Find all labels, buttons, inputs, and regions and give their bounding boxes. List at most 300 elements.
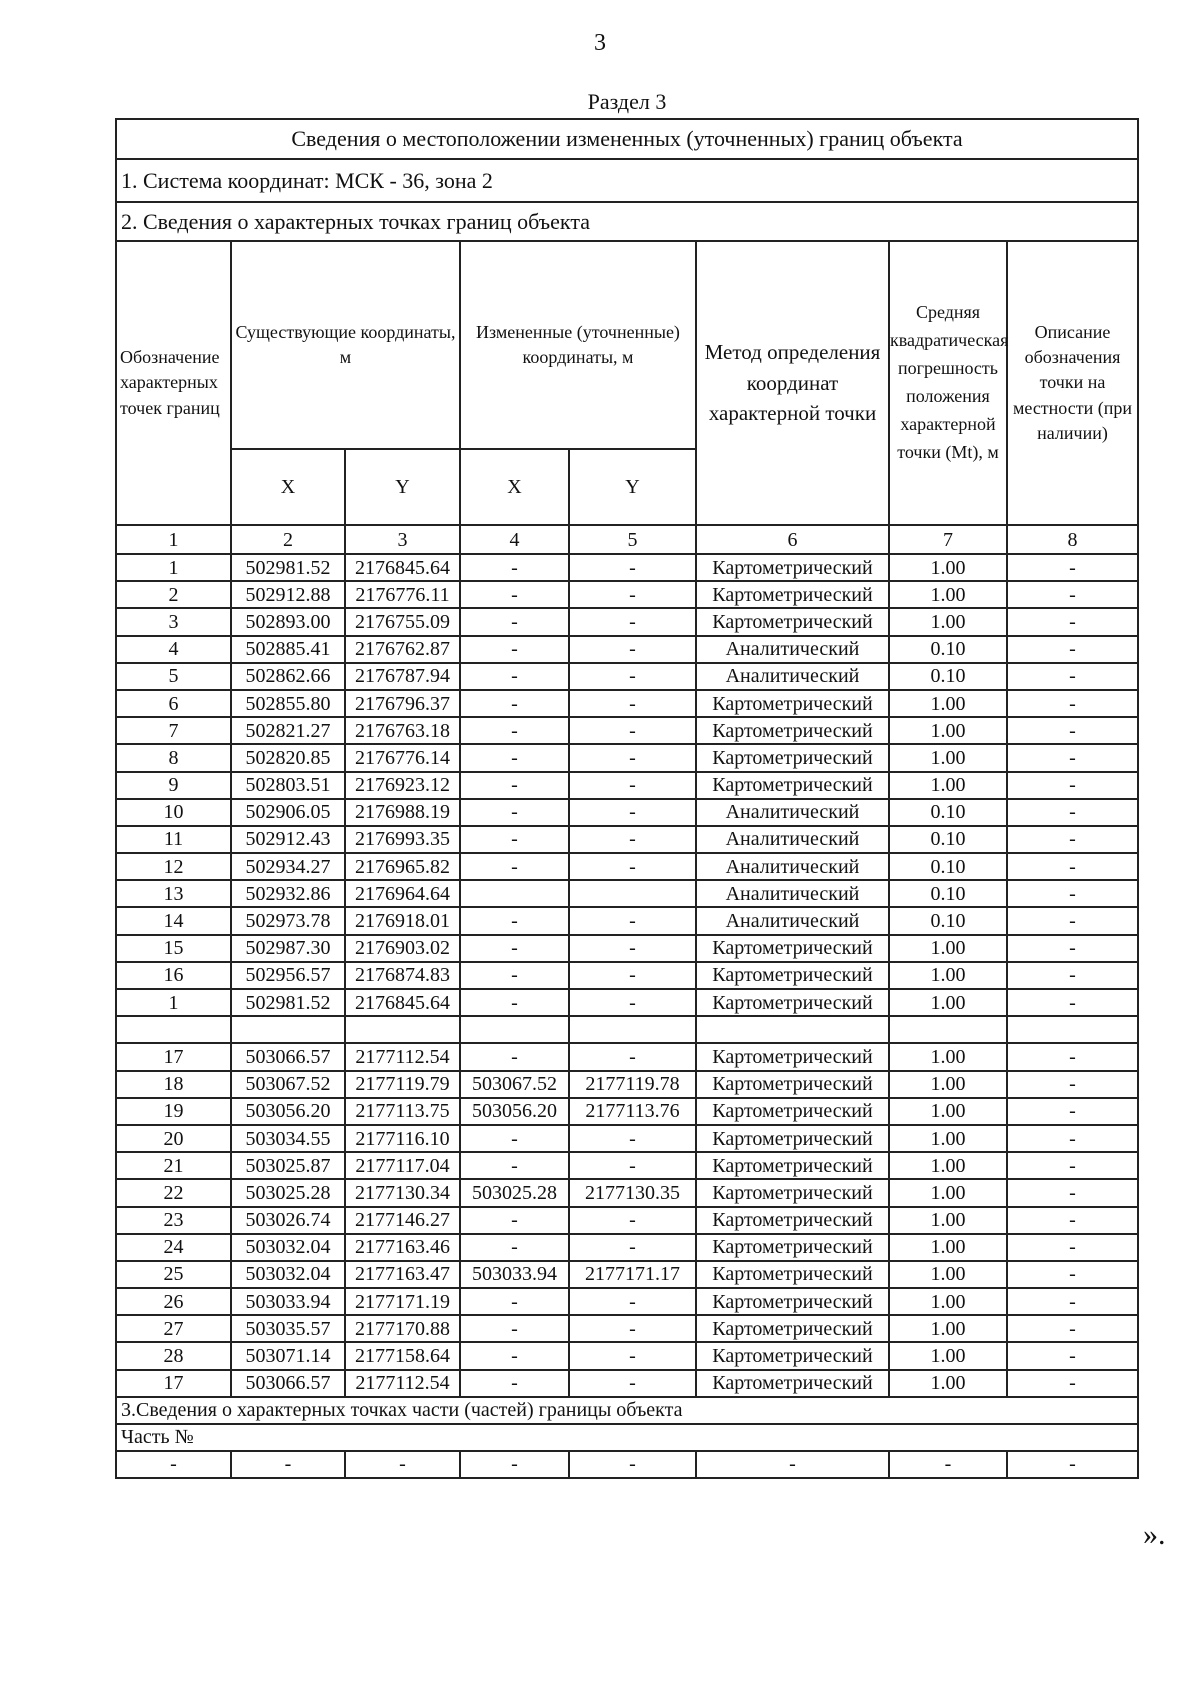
cell-point-id: 1 xyxy=(116,989,231,1016)
cell-description: - xyxy=(1007,717,1138,744)
cell-existing-x: 503034.55 xyxy=(231,1125,345,1152)
cell-changed-y: - xyxy=(569,1234,696,1261)
cell-point-id: 25 xyxy=(116,1261,231,1288)
cell-point-id: 6 xyxy=(116,690,231,717)
cell-error xyxy=(889,1016,1007,1043)
table-row xyxy=(116,581,1138,608)
cell-existing-x: 503026.74 xyxy=(231,1207,345,1234)
cell-error: 1.00 xyxy=(889,554,1007,581)
cell-method: Картометрический xyxy=(696,1315,889,1342)
cell-error: 1.00 xyxy=(889,1288,1007,1315)
cell-existing-x: 502912.88 xyxy=(231,581,345,608)
header-existing-x: X xyxy=(231,449,345,525)
cell-error: 1.00 xyxy=(889,1207,1007,1234)
cell-point-id: 4 xyxy=(116,636,231,663)
cell-method: Картометрический xyxy=(696,608,889,635)
cell-existing-y: 2176845.64 xyxy=(345,554,460,581)
cell-changed-x: - xyxy=(460,554,569,581)
cell-existing-x: 503033.94 xyxy=(231,1288,345,1315)
cell-point-id: 15 xyxy=(116,935,231,962)
table-title: Сведения о местоположении измененных (уточненных) границ объекта xyxy=(116,119,1138,159)
cell-changed-x: - xyxy=(460,989,569,1016)
cell-existing-x: 502855.80 xyxy=(231,690,345,717)
cell-point-id: 14 xyxy=(116,907,231,934)
cell-existing-y: 2176964.64 xyxy=(345,880,460,907)
cell-existing-x: 503035.57 xyxy=(231,1315,345,1342)
part-cell-changed-y: - xyxy=(569,1451,696,1478)
table-row xyxy=(116,1261,1138,1288)
points-heading: 2. Сведения о характерных точках границ объекта xyxy=(116,202,1138,241)
part-label: Часть № xyxy=(116,1424,1138,1451)
cell-method: Картометрический xyxy=(696,1125,889,1152)
cell-changed-y: - xyxy=(569,962,696,989)
cell-error: 0.10 xyxy=(889,799,1007,826)
cell-existing-x: 502906.05 xyxy=(231,799,345,826)
cell-changed-y: - xyxy=(569,608,696,635)
table-row xyxy=(116,1179,1138,1206)
table-row xyxy=(116,1315,1138,1342)
cell-changed-y: - xyxy=(569,1370,696,1397)
cell-changed-x: - xyxy=(460,907,569,934)
cell-description: - xyxy=(1007,636,1138,663)
cell-point-id: 2 xyxy=(116,581,231,608)
table-row xyxy=(116,554,1138,581)
column-number-6: 6 xyxy=(696,525,889,554)
cell-error: 0.10 xyxy=(889,880,1007,907)
cell-changed-x: - xyxy=(460,1342,569,1369)
cell-existing-x: 502934.27 xyxy=(231,853,345,880)
table-row xyxy=(116,853,1138,880)
cell-changed-x: 503067.52 xyxy=(460,1071,569,1098)
cell-existing-y: 2177146.27 xyxy=(345,1207,460,1234)
cell-point-id xyxy=(116,1016,231,1043)
cell-error: 1.00 xyxy=(889,744,1007,771)
cell-method: Аналитический xyxy=(696,880,889,907)
table-row xyxy=(116,1234,1138,1261)
cell-error: 1.00 xyxy=(889,962,1007,989)
cell-point-id: 10 xyxy=(116,799,231,826)
cell-description: - xyxy=(1007,690,1138,717)
cell-changed-y: - xyxy=(569,554,696,581)
cell-point-id: 17 xyxy=(116,1043,231,1070)
cell-changed-x xyxy=(460,880,569,907)
table-row xyxy=(116,826,1138,853)
cell-description: - xyxy=(1007,907,1138,934)
cell-error: 1.00 xyxy=(889,1261,1007,1288)
cell-description: - xyxy=(1007,1152,1138,1179)
cell-error: 0.10 xyxy=(889,853,1007,880)
cell-existing-x: 502981.52 xyxy=(231,989,345,1016)
cell-error: 1.00 xyxy=(889,1071,1007,1098)
cell-changed-y: 2177119.78 xyxy=(569,1071,696,1098)
cell-changed-x: 503056.20 xyxy=(460,1098,569,1125)
cell-point-id: 12 xyxy=(116,853,231,880)
cell-error: 0.10 xyxy=(889,907,1007,934)
cell-existing-y: 2176796.37 xyxy=(345,690,460,717)
cell-existing-x: 503056.20 xyxy=(231,1098,345,1125)
cell-existing-y: 2177119.79 xyxy=(345,1071,460,1098)
part-row xyxy=(116,1451,1138,1478)
cell-point-id: 5 xyxy=(116,663,231,690)
cell-existing-x: 503025.87 xyxy=(231,1152,345,1179)
cell-changed-y: - xyxy=(569,581,696,608)
cell-existing-y: 2177112.54 xyxy=(345,1043,460,1070)
cell-error: 0.10 xyxy=(889,636,1007,663)
cell-description: - xyxy=(1007,826,1138,853)
table-row xyxy=(116,1152,1138,1179)
cell-changed-y: - xyxy=(569,989,696,1016)
cell-method: Картометрический xyxy=(696,1234,889,1261)
cell-changed-x: - xyxy=(460,1288,569,1315)
table-row xyxy=(116,989,1138,1016)
cell-existing-x: 502981.52 xyxy=(231,554,345,581)
cell-existing-y: 2177113.75 xyxy=(345,1098,460,1125)
table-row xyxy=(116,717,1138,744)
cell-point-id: 18 xyxy=(116,1071,231,1098)
cell-error: 1.00 xyxy=(889,717,1007,744)
cell-existing-y: 2177117.04 xyxy=(345,1152,460,1179)
cell-description: - xyxy=(1007,554,1138,581)
cell-method: Картометрический xyxy=(696,1207,889,1234)
boundary-points-table xyxy=(115,118,1139,1479)
cell-changed-y: 2177171.17 xyxy=(569,1261,696,1288)
cell-existing-x: 502912.43 xyxy=(231,826,345,853)
table-row xyxy=(116,1016,1138,1043)
cell-method: Картометрический xyxy=(696,690,889,717)
cell-changed-y: - xyxy=(569,1207,696,1234)
cell-point-id: 3 xyxy=(116,608,231,635)
cell-description: - xyxy=(1007,853,1138,880)
cell-point-id: 8 xyxy=(116,744,231,771)
table-row xyxy=(116,1125,1138,1152)
cell-existing-x: 503032.04 xyxy=(231,1261,345,1288)
cell-error: 1.00 xyxy=(889,690,1007,717)
cell-error: 1.00 xyxy=(889,1098,1007,1125)
cell-method: Аналитический xyxy=(696,636,889,663)
cell-method: Картометрический xyxy=(696,1179,889,1206)
table-row xyxy=(116,636,1138,663)
cell-description: - xyxy=(1007,989,1138,1016)
cell-changed-x: - xyxy=(460,744,569,771)
column-number-5: 5 xyxy=(569,525,696,554)
cell-existing-y: 2176918.01 xyxy=(345,907,460,934)
table-row xyxy=(116,608,1138,635)
table-row xyxy=(116,772,1138,799)
parts-heading: 3.Сведения о характерных точках части (частей) границы объекта xyxy=(116,1397,1138,1424)
cell-changed-x: - xyxy=(460,717,569,744)
cell-existing-y: 2176776.11 xyxy=(345,581,460,608)
cell-existing-y: 2176874.83 xyxy=(345,962,460,989)
column-number-7: 7 xyxy=(889,525,1007,554)
cell-changed-x: - xyxy=(460,636,569,663)
cell-changed-y: - xyxy=(569,1152,696,1179)
column-number-2: 2 xyxy=(231,525,345,554)
cell-description: - xyxy=(1007,880,1138,907)
cell-method: Картометрический xyxy=(696,581,889,608)
cell-description: - xyxy=(1007,1370,1138,1397)
table-row xyxy=(116,1342,1138,1369)
cell-method: Картометрический xyxy=(696,1261,889,1288)
cell-changed-x: - xyxy=(460,1207,569,1234)
part-cell-description: - xyxy=(1007,1451,1138,1478)
cell-changed-y: 2177113.76 xyxy=(569,1098,696,1125)
table-row xyxy=(116,744,1138,771)
header-existing-y: Y xyxy=(345,449,460,525)
cell-method: Картометрический xyxy=(696,1152,889,1179)
cell-description: - xyxy=(1007,1288,1138,1315)
header-changed-y: Y xyxy=(569,449,696,525)
cell-existing-x: 502973.78 xyxy=(231,907,345,934)
cell-existing-y: 2177163.47 xyxy=(345,1261,460,1288)
cell-changed-y: - xyxy=(569,636,696,663)
cell-description: - xyxy=(1007,1179,1138,1206)
cell-point-id: 27 xyxy=(116,1315,231,1342)
cell-description: - xyxy=(1007,1342,1138,1369)
cell-error: 1.00 xyxy=(889,1234,1007,1261)
column-number-3: 3 xyxy=(345,525,460,554)
cell-method: Аналитический xyxy=(696,826,889,853)
cell-existing-x: 502885.41 xyxy=(231,636,345,663)
cell-method: Картометрический xyxy=(696,772,889,799)
cell-changed-y: - xyxy=(569,799,696,826)
cell-point-id: 9 xyxy=(116,772,231,799)
table-row xyxy=(116,962,1138,989)
cell-existing-y: 2177158.64 xyxy=(345,1342,460,1369)
header-error: Средняя квадратическая погрешность положения характерной точки (Mt), м xyxy=(889,241,1007,525)
cell-description: - xyxy=(1007,1315,1138,1342)
cell-existing-x xyxy=(231,1016,345,1043)
cell-error: 1.00 xyxy=(889,1370,1007,1397)
cell-changed-x: - xyxy=(460,1234,569,1261)
cell-changed-y: - xyxy=(569,826,696,853)
column-number-row xyxy=(116,525,1138,554)
cell-point-id: 23 xyxy=(116,1207,231,1234)
cell-point-id: 20 xyxy=(116,1125,231,1152)
cell-method: Картометрический xyxy=(696,1288,889,1315)
part-cell-changed-x: - xyxy=(460,1451,569,1478)
cell-changed-x: - xyxy=(460,1043,569,1070)
part-cell-existing-y: - xyxy=(345,1451,460,1478)
cell-method: Картометрический xyxy=(696,935,889,962)
cell-error: 1.00 xyxy=(889,1315,1007,1342)
cell-method: Аналитический xyxy=(696,799,889,826)
cell-changed-y: - xyxy=(569,690,696,717)
table-row xyxy=(116,907,1138,934)
cell-description: - xyxy=(1007,1234,1138,1261)
cell-changed-y: - xyxy=(569,1315,696,1342)
cell-changed-x: 503025.28 xyxy=(460,1179,569,1206)
cell-description: - xyxy=(1007,1043,1138,1070)
closing-quote-mark: ». xyxy=(1143,1518,1166,1551)
cell-changed-y: - xyxy=(569,907,696,934)
cell-error: 1.00 xyxy=(889,608,1007,635)
cell-changed-x: - xyxy=(460,826,569,853)
cell-point-id: 22 xyxy=(116,1179,231,1206)
cell-method: Аналитический xyxy=(696,853,889,880)
part-cell-method: - xyxy=(696,1451,889,1478)
cell-point-id: 24 xyxy=(116,1234,231,1261)
cell-changed-y: - xyxy=(569,1125,696,1152)
cell-method: Картометрический xyxy=(696,989,889,1016)
cell-changed-x: - xyxy=(460,581,569,608)
header-designation: Обозначение характерных точек границ xyxy=(116,241,231,525)
cell-changed-y: - xyxy=(569,853,696,880)
cell-changed-x: - xyxy=(460,1152,569,1179)
cell-existing-x: 503025.28 xyxy=(231,1179,345,1206)
cell-changed-y: - xyxy=(569,1342,696,1369)
cell-method: Картометрический xyxy=(696,962,889,989)
cell-existing-y xyxy=(345,1016,460,1043)
cell-error: 1.00 xyxy=(889,1043,1007,1070)
cell-existing-y: 2176988.19 xyxy=(345,799,460,826)
page-number: 3 xyxy=(594,30,606,56)
cell-existing-y: 2176903.02 xyxy=(345,935,460,962)
table-row xyxy=(116,1043,1138,1070)
cell-method: Картометрический xyxy=(696,1071,889,1098)
cell-description: - xyxy=(1007,1071,1138,1098)
part-cell-existing-x: - xyxy=(231,1451,345,1478)
cell-changed-x: - xyxy=(460,690,569,717)
cell-changed-x xyxy=(460,1016,569,1043)
cell-description: - xyxy=(1007,1207,1138,1234)
cell-error: 1.00 xyxy=(889,989,1007,1016)
column-number-1: 1 xyxy=(116,525,231,554)
cell-changed-y: - xyxy=(569,744,696,771)
cell-error: 1.00 xyxy=(889,1342,1007,1369)
cell-existing-y: 2177171.19 xyxy=(345,1288,460,1315)
cell-error: 1.00 xyxy=(889,1179,1007,1206)
cell-existing-y: 2176923.12 xyxy=(345,772,460,799)
cell-changed-x: - xyxy=(460,962,569,989)
cell-existing-x: 502893.00 xyxy=(231,608,345,635)
cell-description xyxy=(1007,1016,1138,1043)
cell-changed-y xyxy=(569,880,696,907)
header-changed-coordinates: Измененные (уточненные) координаты, м xyxy=(460,241,696,449)
cell-error: 1.00 xyxy=(889,1152,1007,1179)
cell-description: - xyxy=(1007,744,1138,771)
cell-point-id: 26 xyxy=(116,1288,231,1315)
cell-method xyxy=(696,1016,889,1043)
cell-existing-y: 2176762.87 xyxy=(345,636,460,663)
cell-changed-x: - xyxy=(460,772,569,799)
cell-existing-x: 502987.30 xyxy=(231,935,345,962)
cell-existing-x: 502932.86 xyxy=(231,880,345,907)
cell-error: 1.00 xyxy=(889,1125,1007,1152)
coordinate-system: 1. Система координат: МСК - 36, зона 2 xyxy=(116,159,1138,202)
table-row xyxy=(116,1370,1138,1397)
cell-point-id: 17 xyxy=(116,1370,231,1397)
cell-changed-y xyxy=(569,1016,696,1043)
table-row xyxy=(116,690,1138,717)
table-row xyxy=(116,935,1138,962)
cell-existing-y: 2177130.34 xyxy=(345,1179,460,1206)
cell-changed-x: - xyxy=(460,1315,569,1342)
cell-existing-y: 2177116.10 xyxy=(345,1125,460,1152)
part-cell-point-id: - xyxy=(116,1451,231,1478)
cell-description: - xyxy=(1007,1261,1138,1288)
cell-changed-x: - xyxy=(460,1125,569,1152)
cell-description: - xyxy=(1007,1125,1138,1152)
cell-description: - xyxy=(1007,935,1138,962)
cell-error: 1.00 xyxy=(889,935,1007,962)
cell-point-id: 16 xyxy=(116,962,231,989)
cell-existing-y: 2176965.82 xyxy=(345,853,460,880)
table-row xyxy=(116,1207,1138,1234)
cell-changed-y: - xyxy=(569,663,696,690)
cell-error: 1.00 xyxy=(889,772,1007,799)
cell-changed-x: - xyxy=(460,663,569,690)
cell-existing-x: 503067.52 xyxy=(231,1071,345,1098)
header-description: Описание обозначения точки на местности (при наличии) xyxy=(1007,241,1138,525)
cell-changed-x: - xyxy=(460,799,569,826)
cell-changed-y: - xyxy=(569,935,696,962)
column-number-4: 4 xyxy=(460,525,569,554)
table-row xyxy=(116,1071,1138,1098)
cell-description: - xyxy=(1007,962,1138,989)
cell-existing-x: 503032.04 xyxy=(231,1234,345,1261)
cell-point-id: 1 xyxy=(116,554,231,581)
cell-method: Картометрический xyxy=(696,717,889,744)
cell-changed-x: - xyxy=(460,608,569,635)
cell-existing-x: 503071.14 xyxy=(231,1342,345,1369)
cell-description: - xyxy=(1007,581,1138,608)
cell-description: - xyxy=(1007,608,1138,635)
table-row xyxy=(116,1098,1138,1125)
cell-changed-x: - xyxy=(460,935,569,962)
cell-method: Аналитический xyxy=(696,663,889,690)
column-number-8: 8 xyxy=(1007,525,1138,554)
cell-existing-y: 2176755.09 xyxy=(345,608,460,635)
cell-existing-x: 503066.57 xyxy=(231,1370,345,1397)
cell-existing-y: 2176763.18 xyxy=(345,717,460,744)
header-changed-x: X xyxy=(460,449,569,525)
table-row xyxy=(116,1288,1138,1315)
cell-existing-x: 502956.57 xyxy=(231,962,345,989)
cell-existing-y: 2177112.54 xyxy=(345,1370,460,1397)
cell-method: Картометрический xyxy=(696,1098,889,1125)
cell-point-id: 13 xyxy=(116,880,231,907)
cell-method: Картометрический xyxy=(696,554,889,581)
cell-description: - xyxy=(1007,772,1138,799)
cell-error: 0.10 xyxy=(889,663,1007,690)
cell-changed-x: 503033.94 xyxy=(460,1261,569,1288)
cell-changed-y: 2177130.35 xyxy=(569,1179,696,1206)
header-existing-coordinates: Существующие координаты, м xyxy=(231,241,460,449)
cell-point-id: 11 xyxy=(116,826,231,853)
cell-changed-y: - xyxy=(569,1288,696,1315)
cell-existing-x: 502821.27 xyxy=(231,717,345,744)
cell-point-id: 28 xyxy=(116,1342,231,1369)
cell-error: 0.10 xyxy=(889,826,1007,853)
cell-existing-x: 502820.85 xyxy=(231,744,345,771)
cell-point-id: 21 xyxy=(116,1152,231,1179)
cell-changed-x: - xyxy=(460,1370,569,1397)
cell-changed-y: - xyxy=(569,772,696,799)
cell-existing-y: 2176845.64 xyxy=(345,989,460,1016)
cell-existing-y: 2177163.46 xyxy=(345,1234,460,1261)
table-row xyxy=(116,880,1138,907)
part-cell-error: - xyxy=(889,1451,1007,1478)
cell-existing-y: 2176993.35 xyxy=(345,826,460,853)
cell-changed-y: - xyxy=(569,1043,696,1070)
cell-description: - xyxy=(1007,663,1138,690)
cell-method: Картометрический xyxy=(696,1342,889,1369)
cell-method: Картометрический xyxy=(696,744,889,771)
cell-point-id: 7 xyxy=(116,717,231,744)
cell-existing-y: 2176776.14 xyxy=(345,744,460,771)
cell-changed-y: - xyxy=(569,717,696,744)
cell-changed-x: - xyxy=(460,853,569,880)
